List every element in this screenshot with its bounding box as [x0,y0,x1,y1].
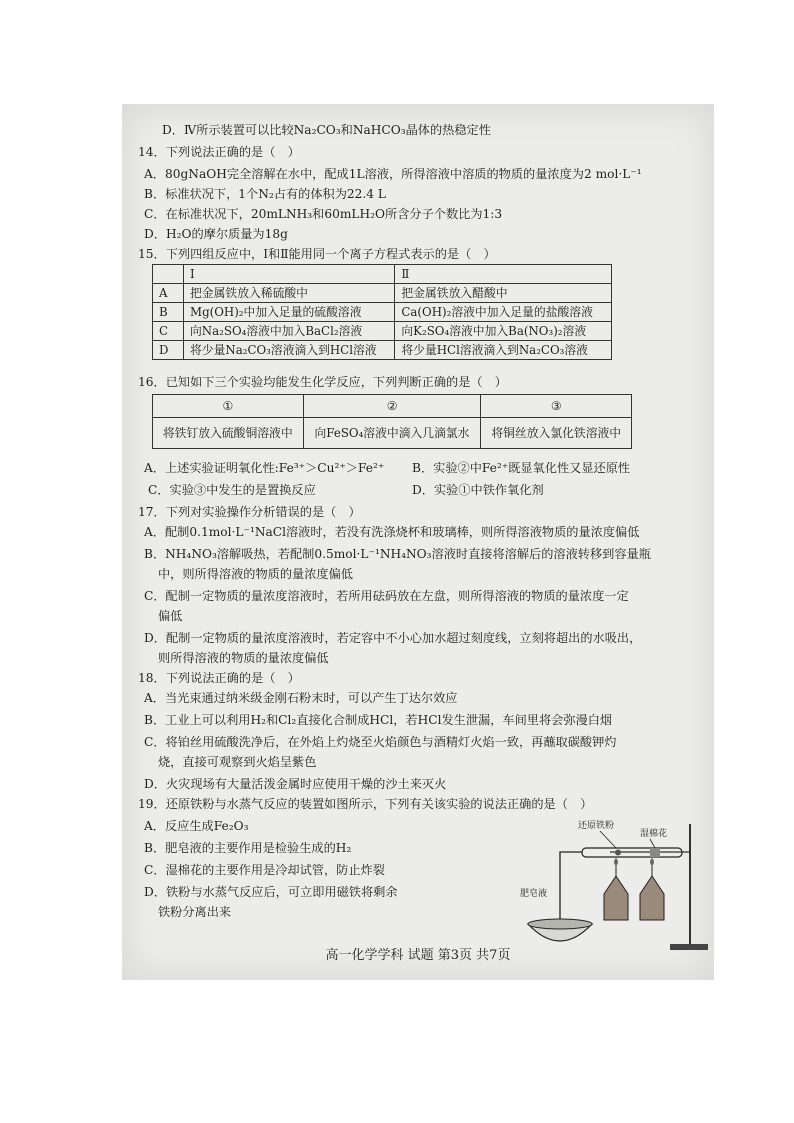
table-row [153,418,632,449]
table-cell: Ca(OH)₂溶液中加入足量的盐酸溶液 [395,303,612,322]
table-row [153,265,612,284]
table-row [153,322,612,341]
q17-option-c: C．配制一定物质的量浓度溶液时，若所用砝码放在左盘，则所得溶液的物质的量浓度一定 [144,589,629,603]
q19-stem: 19．还原铁粉与水蒸气反应的装置如图所示，下列有关该实验的说法正确的是（ ） [138,797,593,811]
page-footer: 高一化学学科 试题 第3页 共7页 [325,948,511,963]
q16-option-a: A．上述实验证明氧化性:Fe³⁺＞Cu²⁺＞Fe²⁺ [144,461,385,475]
table-header: ② [303,395,481,418]
table-cell: 将少量Na₂CO₃溶液滴入到HCl溶液 [184,341,395,360]
q19-option-d-cont: 铁粉分离出来 [158,905,232,919]
q17-option-c-cont: 偏低 [158,609,183,623]
q17-option-a: A．配制0.1mol·L⁻¹NaCl溶液时，若没有洗涤烧杯和玻璃棒，则所得溶液物质的量浓度偏低 [144,525,640,539]
q17-stem: 17．下列对实验操作分析错误的是（ ） [138,505,361,519]
q16-stem: 16．已知如下三个实验均能发生化学反应，下列判断正确的是（ ） [138,375,507,389]
q16-option-d: D．实验①中铁作氧化剂 [412,483,544,497]
q15-table [152,264,612,360]
q14-option-b: B．标准状况下，1个N₂占有的体积为22.4 L [144,187,386,201]
q17-option-d-cont: 则所得溶液的物质的量浓度偏低 [158,651,329,665]
table-cell: B [153,303,184,322]
q16-table [152,394,632,449]
q19-option-d: D．铁粉与水蒸气反应后，可立即用磁铁将剩余 [144,885,398,899]
iron-steam-apparatus-figure [520,814,710,954]
q18-option-c-cont: 烧，直接可观察到火焰呈紫色 [158,755,317,769]
q18-option-b: B．工业上可以利用H₂和Cl₂直接化合制成HCl，若HCl发生泄漏，车间里将会弥漫白烟 [144,713,613,727]
table-row [153,395,632,418]
q14-stem: 14．下列说法正确的是（ ） [138,145,300,159]
table-cell: C [153,322,184,341]
table-row [153,303,612,322]
label-soap-solution: 肥皂液 [520,889,548,899]
table-cell: 将铁钉放入硫酸铜溶液中 [153,418,304,449]
q19-option-b: B．肥皂液的主要作用是检验生成的H₂ [144,841,352,855]
table-cell: 向FeSO₄溶液中滴入几滴氯水 [303,418,481,449]
label-iron-powder: 还原铁粉 [578,821,615,831]
q18-stem: 18．下列说法正确的是（ ） [138,671,300,685]
table-cell: Mg(OH)₂中加入足量的硫酸溶液 [184,303,395,322]
table-cell: 将少量HCl溶液滴入到Na₂CO₃溶液 [395,341,612,360]
exam-page [122,104,714,980]
table-header: Ⅱ [395,265,612,284]
q18-option-a: A．当光束通过纳米级金刚石粉末时，可以产生丁达尔效应 [144,691,458,705]
q17-option-b-cont: 中，则所得溶液的物质的量浓度偏低 [158,567,353,581]
table-row [153,341,612,360]
q19-option-a: A．反应生成Fe₂O₃ [144,819,249,833]
q14-option-d: D．H₂O的摩尔质量为18g [144,227,288,241]
apparatus-diagram [520,814,710,954]
q14-option-c: C．在标准状况下，20mLNH₃和60mLH₂O所含分子个数比为1:3 [144,207,503,221]
q18-option-c: C．将铂丝用硫酸洗净后，在外焰上灼烧至火焰颜色与酒精灯火焰一致，再蘸取碳酸钾灼 [144,735,617,749]
q16-option-c: C．实验③中发生的是置换反应 [148,483,316,497]
q17-option-d: D．配制一定物质的量浓度溶液时，若定容中不小心加水超过刻度线，立刻将超出的水吸出， [144,631,642,645]
table-cell: D [153,341,184,360]
table-cell: 向K₂SO₄溶液中加入Ba(NO₃)₂溶液 [395,322,612,341]
label-wet-cotton: 湿棉花 [640,829,668,839]
q13-option-d: D．Ⅳ所示装置可以比较Na₂CO₃和NaHCO₃晶体的热稳定性 [162,123,491,137]
q15-stem: 15．下列四组反应中，Ⅰ和Ⅱ能用同一个离子方程式表示的是（ ） [138,247,496,261]
table-cell [153,265,184,284]
table-cell: 把金属铁放入醋酸中 [395,284,612,303]
q17-option-b: B．NH₄NO₃溶解吸热，若配制0.5mol·L⁻¹NH₄NO₃溶液时直接将溶解后的溶液转移到容量瓶 [144,547,651,561]
q18-option-d: D．火灾现场有大量活泼金属时应使用干燥的沙土来灭火 [144,777,447,791]
table-header: ③ [481,395,632,418]
table-header: ① [153,395,304,418]
table-cell: 把金属铁放入稀硫酸中 [184,284,395,303]
q14-option-a: A．80gNaOH完全溶解在水中，配成1L溶液，所得溶液中溶质的物质的量浓度为2 mol·L⁻¹ [144,167,642,181]
q19-option-c: C．湿棉花的主要作用是冷却试管，防止炸裂 [144,863,385,877]
q16-option-b: B．实验②中Fe²⁺既显氧化性又显还原性 [412,461,631,475]
table-header: Ⅰ [184,265,395,284]
table-cell: 向Na₂SO₄溶液中加入BaCl₂溶液 [184,322,395,341]
table-cell: 将铜丝放入氯化铁溶液中 [481,418,632,449]
table-row [153,284,612,303]
table-cell: A [153,284,184,303]
